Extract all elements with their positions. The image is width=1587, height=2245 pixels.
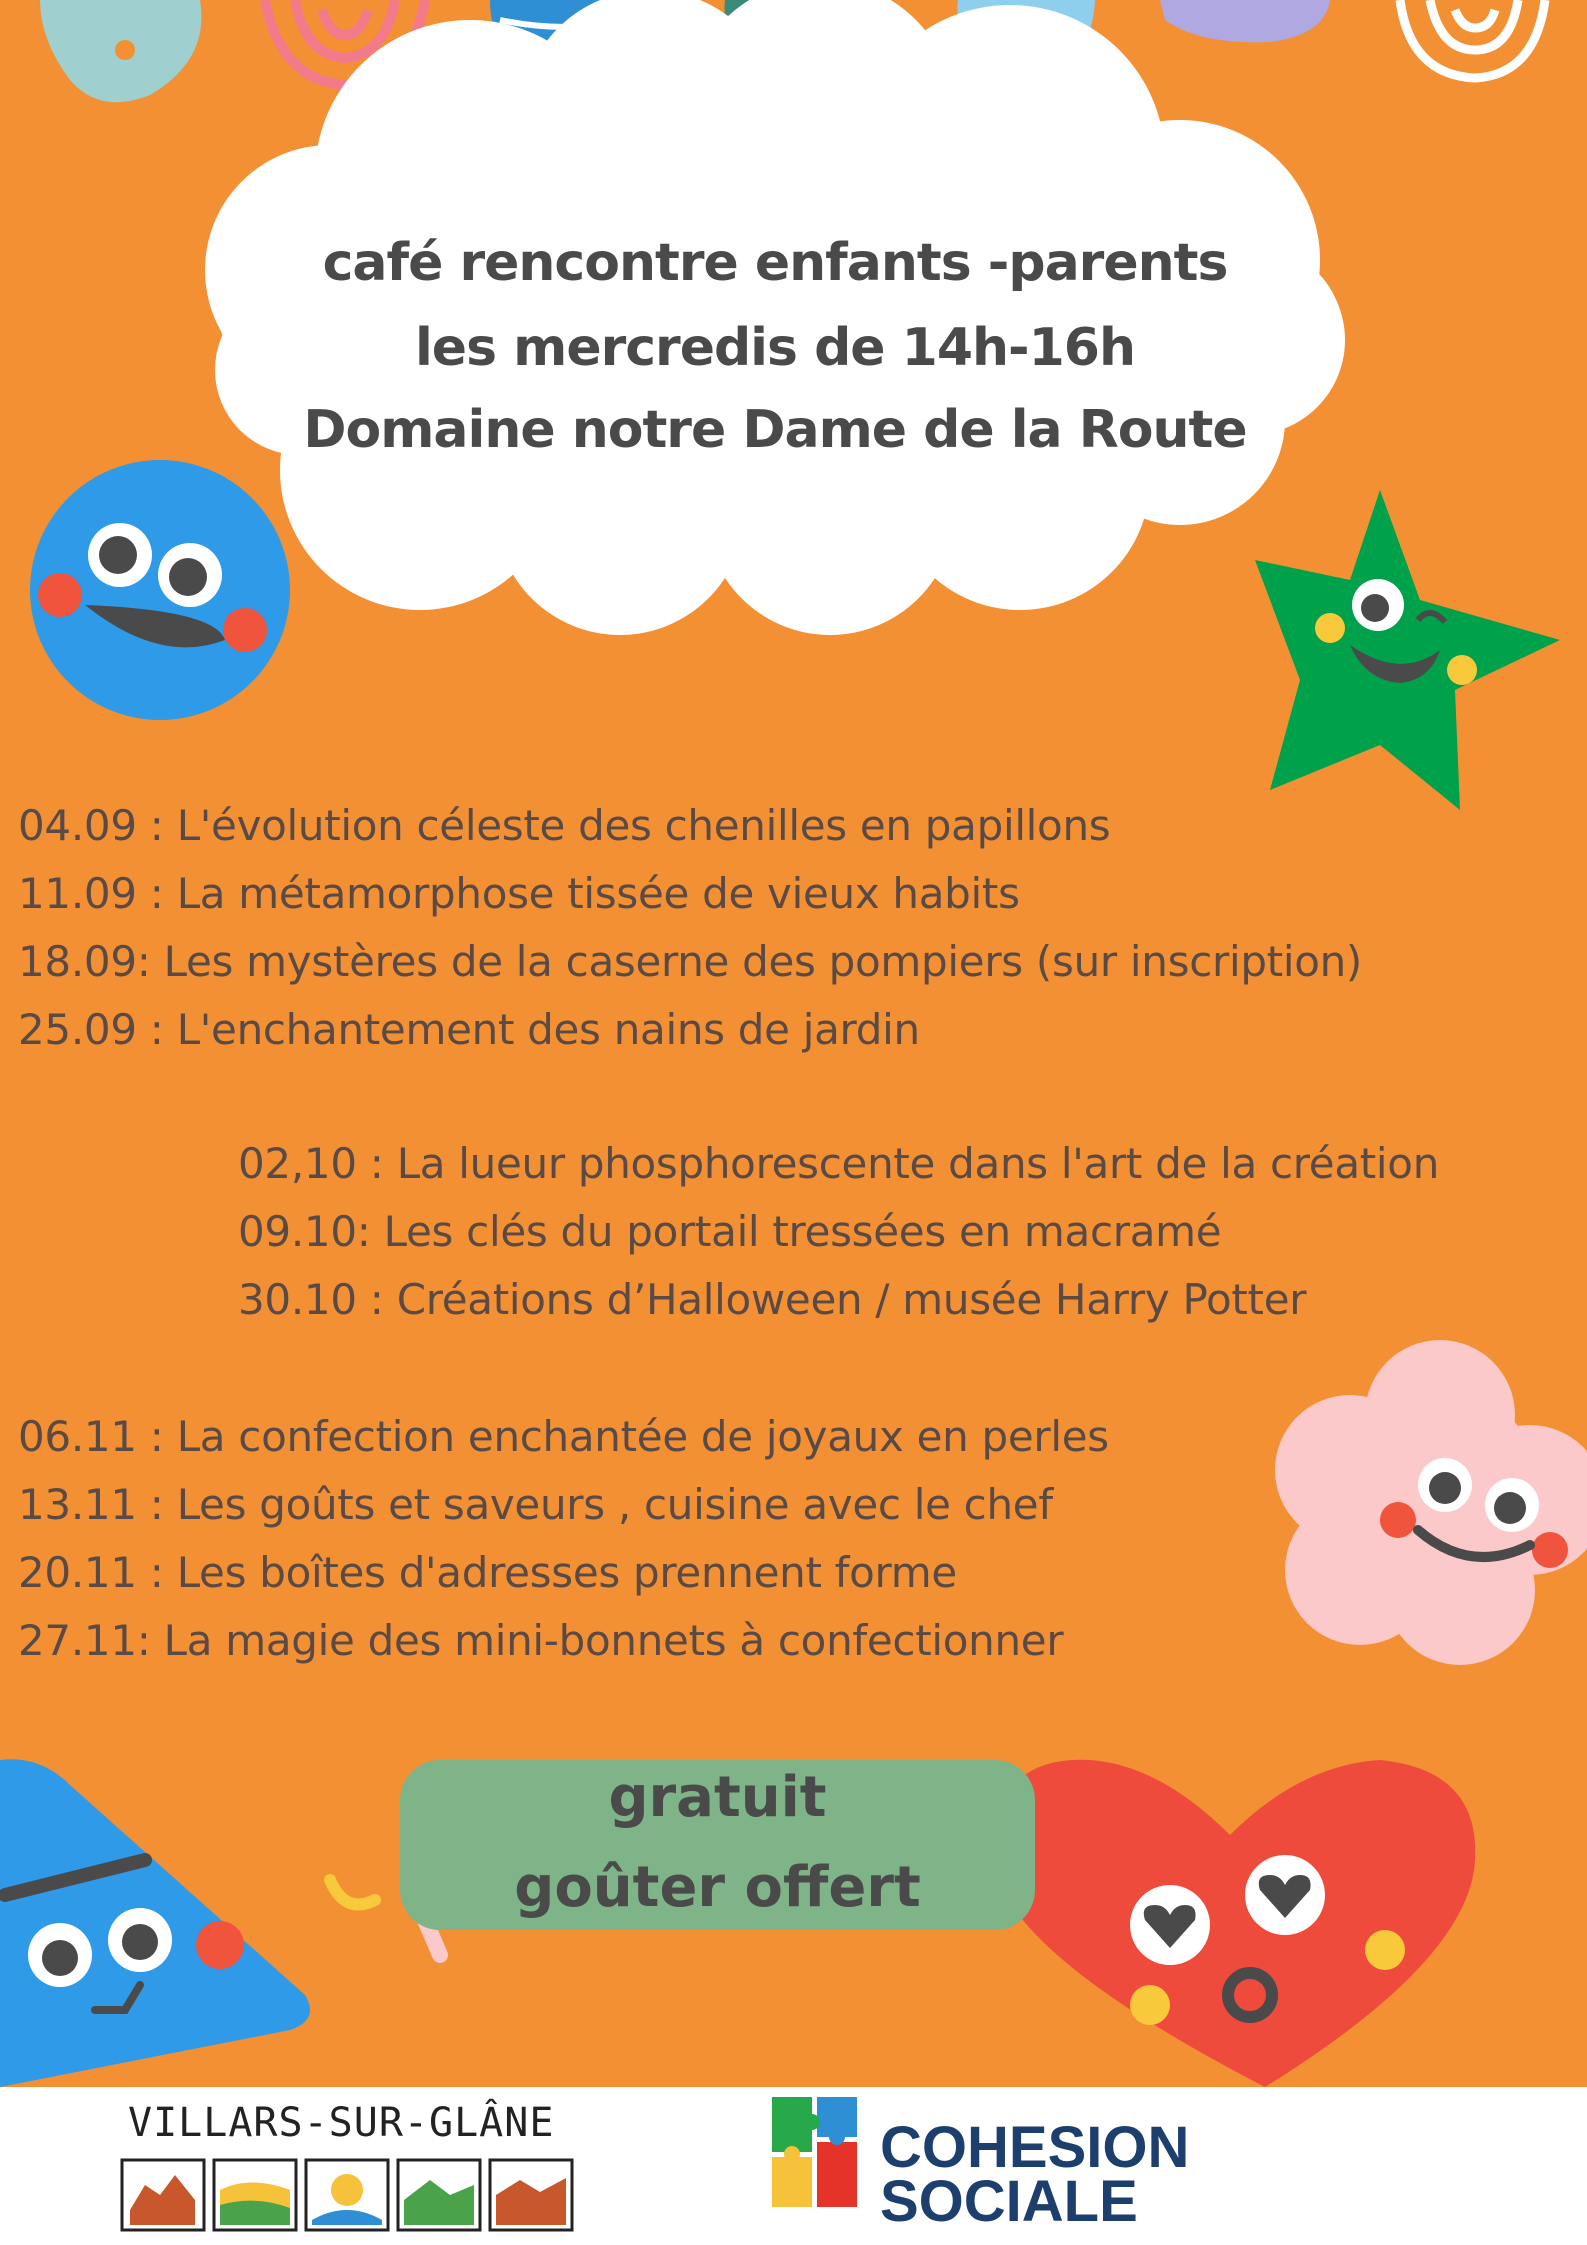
lavender-blob-icon [1160,0,1330,42]
yellow-arc-icon [330,1880,375,1905]
cohesion-logo-line1: COHESION [880,2115,1190,2180]
blue-smiley-face-icon [30,460,290,720]
blue-triangle-face-icon [0,1759,310,2087]
schedule-item: 09.10: Les clés du portail tressées en macramé [238,1207,1222,1256]
event-time: les mercredis de 14h-16h [414,318,1136,378]
schedule-item: 20.11 : Les boîtes d'adresses prennent forme [18,1548,957,1597]
schedule-item: 18.09: Les mystères de la caserne des pompiers (sur inscription) [18,937,1363,986]
white-spiral-icon [1400,0,1545,78]
schedule-october [238,1130,1439,1334]
schedule-item: 30.10 : Créations d’Halloween / musée Harry Potter [238,1275,1307,1324]
schedule-item: 06.11 : La confection enchantée de joyaux en perles [18,1412,1109,1461]
event-title: café rencontre enfants -parents [322,233,1228,293]
cohesion-logo-line2: SOCIALE [880,2169,1138,2234]
villars-logo-text: VILLARS-SUR-GLÂNE [128,2100,555,2146]
schedule-november [18,1403,1109,1675]
schedule-item: 13.11 : Les goûts et saveurs , cuisine avec le chef [18,1480,1053,1529]
green-star-face-icon [1255,490,1560,810]
schedule-item: 04.09 : L'évolution céleste des chenilles en papillons [18,801,1111,850]
schedule-item: 27.11: La magie des mini-bonnets à confectionner [18,1616,1064,1665]
schedule-september [18,792,1362,1064]
free-label: gratuit [608,1765,827,1830]
puzzle-logo-icon [762,2092,872,2232]
schedule-item: 25.09 : L'enchantement des nains de jardin [18,1005,920,1054]
villars-logo-icon [120,2150,580,2235]
red-heart-face-icon [995,1760,1475,2087]
schedule-item: 11.09 : La métamorphose tissée de vieux habits [18,869,1020,918]
schedule-item: 02,10 : La lueur phosphorescente dans l'art de la création [238,1139,1440,1188]
event-location: Domaine notre Dame de la Route [303,400,1247,460]
snack-label: goûter offert [514,1855,921,1920]
